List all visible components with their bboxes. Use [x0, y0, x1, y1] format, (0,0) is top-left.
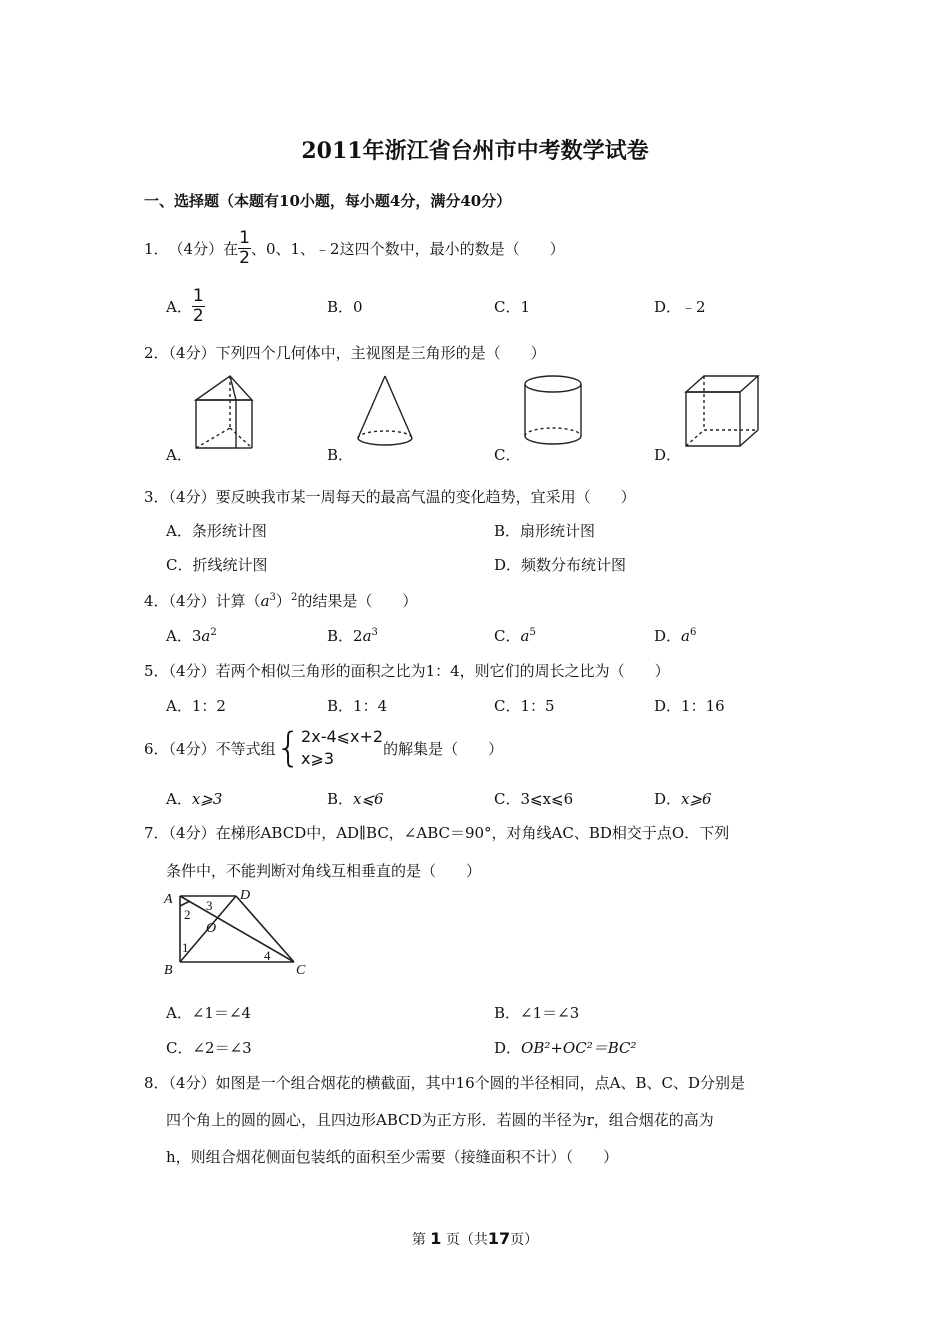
q4-b-var: a: [362, 627, 372, 645]
question-8-line1: 8．（4分）如图是一个组合烟花的横截面，其中16个圆的半径相同，点A、B、C、D分别是: [144, 1074, 746, 1092]
question-8-line3: h，则组合烟花侧面包装纸的面积至少需要（接缝面积不计）（ ）: [166, 1148, 619, 1166]
q1-option-a: [166, 286, 205, 326]
q1-frac-den: 2: [239, 247, 250, 268]
q4-a-var: a: [201, 627, 211, 645]
q5-option-b: B．1：4: [327, 697, 388, 715]
q6-b-text: x⩽6: [353, 790, 384, 808]
q6-a-text: x⩾3: [191, 790, 223, 808]
fig-label-c: C: [296, 963, 306, 978]
q4-c-exp: 5: [529, 627, 536, 638]
q3-option-a: A．条形统计图: [166, 522, 267, 540]
q4-option-b: [327, 625, 378, 646]
page-footer: [0, 1229, 950, 1249]
cylinder-figure: [520, 372, 586, 452]
q4-a-label: A．3: [166, 627, 202, 645]
q6-lines: [301, 726, 383, 770]
footer-mid: 页（共: [445, 1232, 488, 1248]
fig-label-a: A: [164, 892, 173, 907]
q1-a-label: A．: [166, 297, 192, 316]
q6-option-a: [166, 788, 222, 809]
q6-option-c: [494, 788, 573, 809]
question-7-line2: 条件中，不能判断对角线互相垂直的是（ ）: [166, 862, 482, 880]
q6-inequality-system: [276, 726, 384, 770]
fig-angle-2: 2: [184, 907, 191, 922]
fig-angle-4: 4: [264, 948, 271, 963]
q4-d-exp: 6: [689, 627, 697, 638]
q5-option-c: C．1：5: [494, 697, 555, 715]
fig-label-o: O: [206, 921, 217, 936]
q1-a-fraction: [192, 287, 205, 326]
q4-option-d: [654, 625, 696, 646]
q4-d-label: D．: [654, 627, 682, 645]
question-7-line1: 7．（4分）在梯形ABCD中，AD∥BC，∠ABC＝90°，对角线AC、BD相交于点O．下列: [144, 824, 730, 842]
footer-pre: 第: [411, 1232, 426, 1248]
q6-c-text: 3⩽x⩽6: [520, 790, 574, 808]
q1-frac-num: 1: [239, 227, 250, 248]
page-title: 2011年浙江省台州市中考数学试卷: [301, 138, 649, 164]
q4-option-c: [494, 625, 536, 646]
footer-page-number: 1: [430, 1229, 442, 1248]
footer-total-pages: 17: [487, 1229, 511, 1248]
q5-option-a: A．1：2: [166, 697, 226, 715]
q2-option-d: D．: [654, 446, 682, 464]
q6-a-label: A．: [166, 790, 192, 808]
question-1: [144, 228, 565, 268]
q3-option-c: C．折线统计图: [166, 556, 268, 574]
cone-figure: [352, 372, 418, 452]
cube-figure: [682, 372, 762, 452]
fig-angle-3: 3: [206, 898, 213, 913]
fig-label-b: B: [164, 963, 173, 978]
question-2: 2．（4分）下列四个几何体中，主视图是三角形的是（ ）: [144, 344, 546, 362]
q5-option-d: D．1：16: [654, 697, 725, 715]
triangular-prism-figure: [190, 372, 260, 452]
q4-pre: 4．（4分）计算（: [144, 592, 261, 610]
q4-mid: ）: [275, 592, 291, 610]
section-heading: 一、选择题（本题有10小题，每小题4分，满分40分）: [144, 192, 512, 210]
q6-pre: 6．（4分）不等式组: [144, 739, 276, 758]
q7-option-a: A．∠1＝∠4: [166, 1004, 252, 1022]
q4-var: a: [260, 592, 270, 610]
q1-option-b: B．0: [327, 298, 363, 316]
q7-option-c: C．∠2＝∠3: [166, 1039, 252, 1057]
q6-line1: 2x-4⩽x+2: [301, 727, 384, 746]
q1-a-num: 1: [192, 285, 204, 306]
q4-c-label: C．: [494, 627, 521, 645]
q4-exp-out: 2: [290, 592, 298, 603]
question-8-line2: 四个角上的圆的圆心，且四边形ABCD为正方形．若圆的半径为r，组合烟花的高为: [166, 1111, 714, 1129]
footer-post: 页）: [510, 1232, 539, 1248]
q4-d-var: a: [681, 627, 690, 645]
trapezoid-figure: [160, 886, 310, 978]
q4-exp-in: 3: [269, 592, 276, 603]
fig-label-d: D: [240, 888, 251, 903]
q7-option-b: B．∠1＝∠3: [494, 1004, 580, 1022]
brace-icon: {: [275, 725, 302, 771]
question-6: [144, 724, 503, 772]
q1-a-den: 2: [192, 305, 204, 326]
q2-option-b: B．: [327, 446, 354, 464]
q6-d-label: D．: [654, 790, 682, 808]
q3-option-b: B．扇形统计图: [494, 522, 596, 540]
q1-post: 、0、1、﹣2这四个数中，最小的数是（ ）: [250, 239, 565, 258]
q4-a-exp: 2: [210, 627, 217, 638]
q6-option-d: [654, 788, 712, 809]
q1-fraction: [238, 229, 251, 268]
question-3: 3．（4分）要反映我市某一周每天的最高气温的变化趋势，宜采用（ ）: [144, 488, 636, 506]
q7-d-text: OB²+OC²＝BC²: [521, 1039, 637, 1057]
question-5: 5．（4分）若两个相似三角形的面积之比为1：4，则它们的周长之比为（ ）: [144, 662, 670, 680]
q1-option-c: C．1: [494, 298, 531, 316]
q4-option-a: [166, 625, 217, 646]
q3-option-d: D．频数分布统计图: [494, 556, 627, 574]
fig-angle-1: 1: [182, 940, 189, 955]
q4-post: 的结果是（ ）: [297, 592, 418, 610]
q1-option-d: D．﹣2: [654, 298, 706, 316]
q4-c-var: a: [520, 627, 530, 645]
q1-score: （4分）: [168, 239, 224, 258]
q7-d-label: D．: [494, 1039, 522, 1057]
q6-d-text: x⩾6: [681, 790, 712, 808]
q4-b-label: B．2: [327, 627, 363, 645]
q7-option-d: [494, 1037, 637, 1058]
q6-post: 的解集是（ ）: [383, 739, 504, 758]
q2-option-a: A．: [166, 446, 192, 464]
q2-option-c: C．: [494, 446, 521, 464]
q6-option-b: [327, 788, 384, 809]
q4-b-exp: 3: [371, 627, 378, 638]
q6-line2: x⩾3: [301, 749, 335, 768]
q6-c-label: C．: [494, 790, 521, 808]
q1-pre: 在: [223, 239, 239, 258]
q1-number: 1．: [144, 239, 169, 258]
question-4: [144, 590, 417, 611]
q6-b-label: B．: [327, 790, 354, 808]
